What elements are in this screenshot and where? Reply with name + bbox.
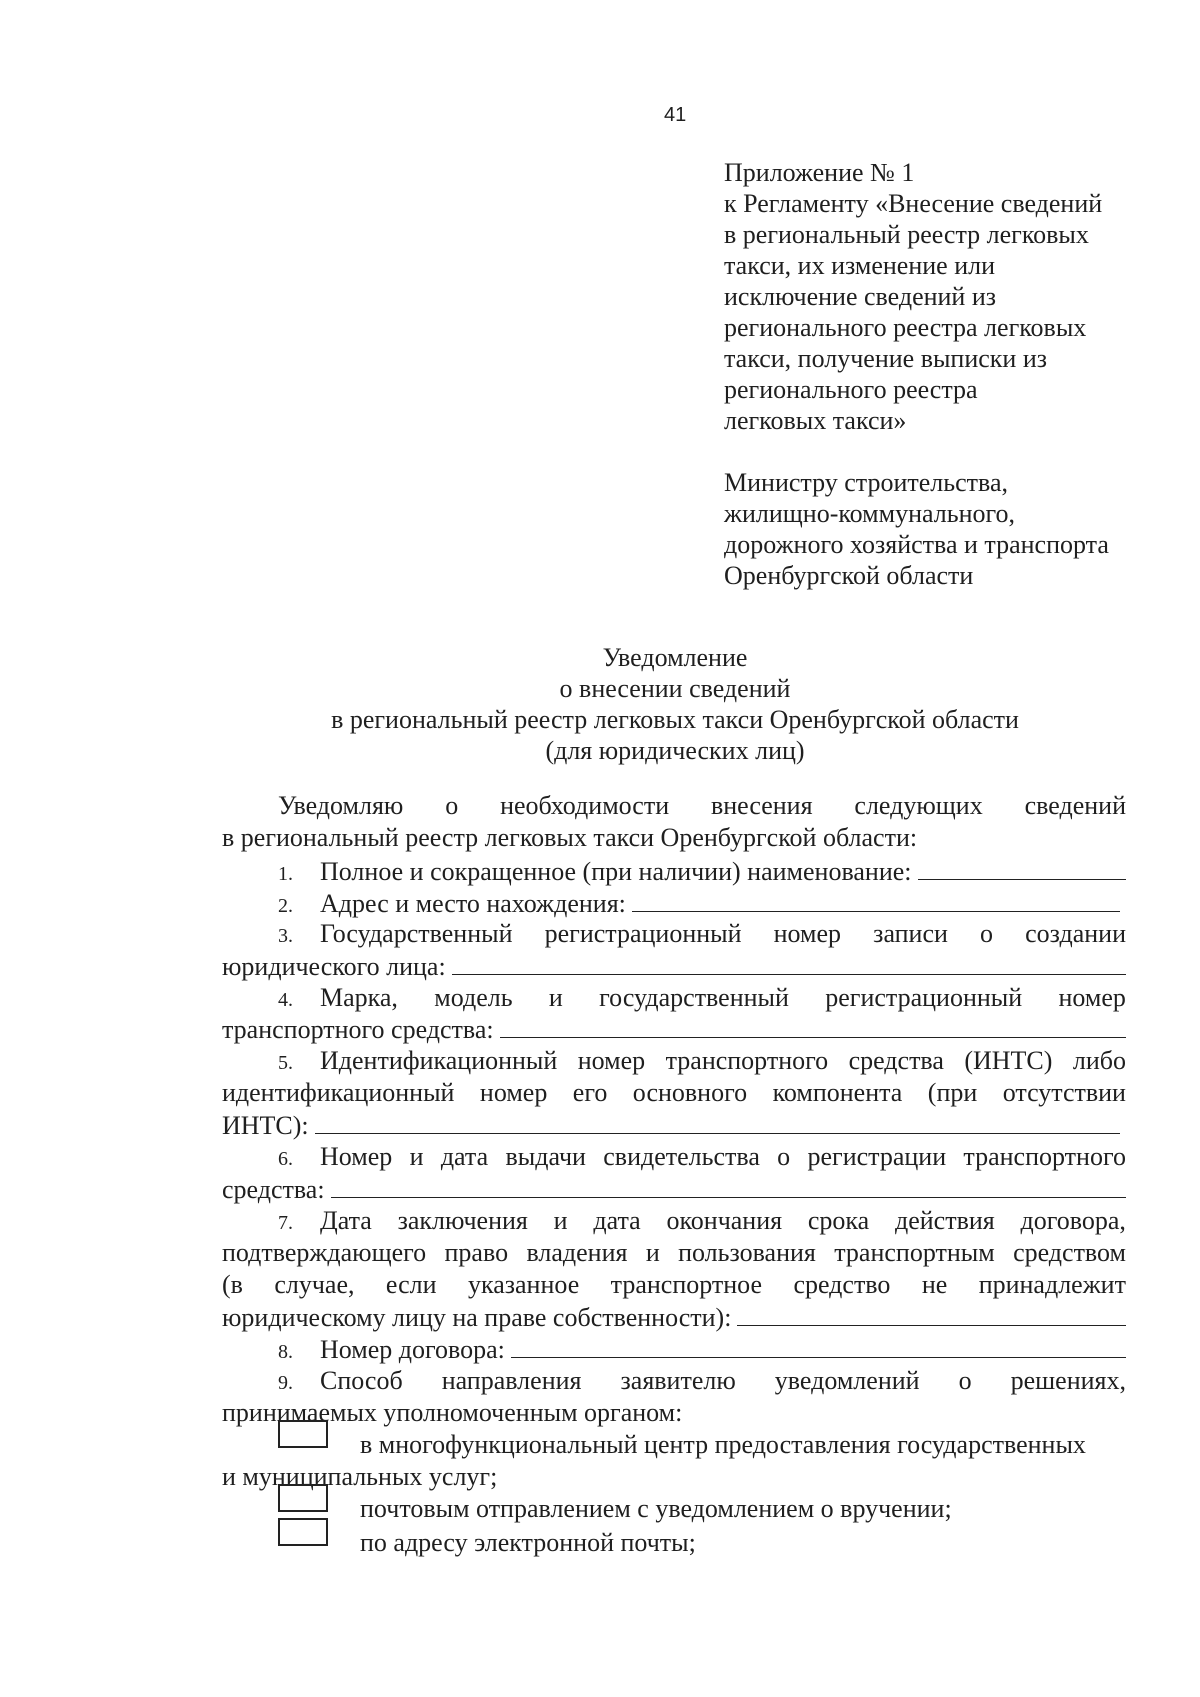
- word: уведомлений: [774, 1366, 920, 1395]
- appendix-line: регионального реестра: [724, 375, 978, 404]
- name-input-line[interactable]: [918, 855, 1126, 880]
- item-label: юридическому лицу на праве собственности):: [222, 1303, 732, 1332]
- word: транспортного: [665, 1046, 829, 1075]
- word: и: [409, 1142, 424, 1171]
- item-number-and-word: [278, 1045, 557, 1079]
- word: о: [980, 919, 994, 948]
- item-label: ИНТС):: [222, 1111, 309, 1140]
- intro-line-2: в региональный реестр легковых такси Оренбургской области:: [222, 823, 918, 852]
- word: Государственный: [320, 919, 513, 948]
- word: Марка,: [320, 983, 398, 1012]
- word: его: [572, 1078, 608, 1107]
- word: идентификационный: [222, 1078, 455, 1107]
- item-5-continuation: [222, 1109, 1120, 1141]
- addressee-line: Оренбургской области: [724, 561, 974, 590]
- word: выдачи: [505, 1142, 586, 1171]
- item-label: Номер договора:: [320, 1335, 505, 1364]
- word: случае,: [274, 1270, 355, 1299]
- intro-line-1: [278, 790, 1126, 821]
- item-6-continuation: [222, 1173, 1126, 1205]
- item-9: [278, 1365, 1126, 1399]
- option-mfc-continuation: и муниципальных услуг;: [222, 1462, 498, 1491]
- email-checkbox[interactable]: [278, 1518, 328, 1546]
- word: подтверждающего: [222, 1238, 427, 1267]
- word: номер: [1058, 983, 1126, 1012]
- word: о: [958, 1366, 972, 1395]
- word: дата: [593, 1206, 641, 1235]
- word: указанное: [467, 1270, 580, 1299]
- certificate-input-line[interactable]: [331, 1173, 1126, 1198]
- item-number-and-word: [278, 918, 513, 952]
- addressee-line: дорожного хозяйства и транспорта: [724, 530, 1109, 559]
- word: направления: [441, 1366, 582, 1395]
- item-number: 7.: [278, 1212, 293, 1234]
- item-number: 3.: [278, 925, 293, 947]
- appendix-line: к Регламенту «Внесение сведений: [724, 189, 1103, 218]
- word: и: [548, 983, 563, 1012]
- registration-record-input-line[interactable]: [452, 950, 1126, 975]
- word: сведений: [1024, 791, 1126, 820]
- addressee-line: жилищно-коммунального,: [724, 499, 1016, 528]
- addressee-line: Министру строительства,: [724, 468, 1008, 497]
- title-line: о внесении сведений: [559, 674, 791, 703]
- vin-input-line[interactable]: [315, 1109, 1120, 1134]
- word: основного: [632, 1078, 748, 1107]
- word: (ИНТС): [964, 1046, 1053, 1075]
- word: срока: [807, 1206, 870, 1235]
- word: Уведомляю: [278, 791, 404, 820]
- word: номер: [577, 1046, 646, 1075]
- word: (при: [927, 1078, 978, 1107]
- word: модель: [434, 983, 513, 1012]
- title-line: Уведомление: [602, 643, 748, 672]
- item-4-continuation: [222, 1013, 1126, 1045]
- item-number: 2.: [278, 895, 293, 917]
- word: Идентификационный: [320, 1046, 558, 1075]
- word: свидетельства: [603, 1142, 760, 1171]
- appendix-line: такси, их изменение или: [724, 251, 996, 280]
- word: (в: [222, 1270, 243, 1299]
- item-number-and-word: [278, 1141, 392, 1175]
- word: действия: [895, 1206, 995, 1235]
- vehicle-input-line[interactable]: [500, 1013, 1126, 1038]
- item-number-and-word: [278, 1365, 403, 1399]
- word: регистрационный: [544, 919, 742, 948]
- word: регистрационный: [825, 983, 1023, 1012]
- item-5-line-2: [222, 1077, 1126, 1108]
- word: Дата: [320, 1206, 372, 1235]
- title-line: (для юридических лиц): [545, 736, 805, 765]
- appendix-line: такси, получение выписки из: [724, 344, 1048, 373]
- item-3: [278, 918, 1126, 952]
- word: заявителю: [620, 1366, 736, 1395]
- appendix-line: в региональный реестр легковых: [724, 220, 1089, 249]
- item-1: [278, 855, 1126, 890]
- address-input-line[interactable]: [632, 887, 1120, 912]
- mfc-checkbox[interactable]: [278, 1420, 328, 1448]
- item-number-and-word: [278, 982, 398, 1016]
- item-label: Адрес и место нахождения:: [320, 889, 626, 918]
- word: либо: [1072, 1046, 1126, 1075]
- item-5: [278, 1045, 1126, 1079]
- word: необходимости: [500, 791, 670, 820]
- word: транспортным: [834, 1238, 995, 1267]
- word: и: [553, 1206, 568, 1235]
- word: внесения: [710, 791, 813, 820]
- item-7: [278, 1205, 1126, 1239]
- item-4: [278, 982, 1126, 1016]
- appendix-line: исключение сведений из: [724, 282, 997, 311]
- item-number: 8.: [278, 1341, 293, 1363]
- item-label: юридического лица:: [222, 952, 446, 981]
- word: о: [445, 791, 459, 820]
- word: номер: [479, 1078, 548, 1107]
- item-label: средства:: [222, 1175, 325, 1204]
- word: транспортное: [610, 1270, 763, 1299]
- word: регистрации: [807, 1142, 947, 1171]
- word: и: [645, 1238, 660, 1267]
- word: следующих: [854, 791, 983, 820]
- item-number: 1.: [278, 863, 293, 885]
- title-line: в региональный реестр легковых такси Оренбургской области: [331, 705, 1019, 734]
- page-number: 41: [664, 104, 687, 126]
- word: компонента: [772, 1078, 903, 1107]
- contract-number-input-line[interactable]: [511, 1333, 1126, 1358]
- word: средство: [793, 1270, 891, 1299]
- word: дата: [440, 1142, 489, 1171]
- item-7-line-3: [222, 1269, 1126, 1300]
- word: транспортного: [963, 1142, 1126, 1171]
- word: средством: [1013, 1238, 1126, 1267]
- word: владения: [526, 1238, 628, 1267]
- item-3-continuation: [222, 950, 1126, 982]
- word: право: [444, 1238, 509, 1267]
- word: создании: [1025, 919, 1126, 948]
- item-number: 4.: [278, 989, 293, 1011]
- item-label: Полное и сокращенное (при наличии) наименование:: [320, 857, 912, 886]
- item-7-continuation: [222, 1301, 1126, 1333]
- item-label: транспортного средства:: [222, 1015, 494, 1044]
- item-8: [278, 1333, 1126, 1368]
- appendix-line: Приложение № 1: [724, 158, 915, 187]
- item-number: 9.: [278, 1372, 293, 1394]
- word: средства: [848, 1046, 944, 1075]
- word: государственный: [599, 983, 789, 1012]
- item-number: 5.: [278, 1052, 293, 1074]
- word: не: [921, 1270, 948, 1299]
- word: принадлежит: [978, 1270, 1126, 1299]
- word: решениях,: [1010, 1366, 1126, 1395]
- item-number-and-word: [278, 1205, 372, 1239]
- item-number: 6.: [278, 1148, 293, 1170]
- word: Способ: [320, 1366, 403, 1395]
- appendix-line: легковых такси»: [724, 406, 907, 435]
- postal-checkbox[interactable]: [278, 1484, 328, 1512]
- item-9-continuation: принимаемых уполномоченным органом:: [222, 1398, 683, 1427]
- option-postal-label: почтовым отправлением с уведомлением о вручении;: [360, 1494, 952, 1523]
- item-6: [278, 1141, 1126, 1175]
- word: записи: [873, 919, 948, 948]
- option-mfc-label: в многофункциональный центр предоставления государственных: [360, 1430, 1086, 1459]
- word: пользования: [678, 1238, 816, 1267]
- word: о: [777, 1142, 791, 1171]
- word: Номер: [320, 1142, 393, 1171]
- appendix-line: регионального реестра легковых: [724, 313, 1087, 342]
- word: договора,: [1020, 1206, 1126, 1235]
- contract-dates-input-line[interactable]: [737, 1301, 1126, 1326]
- word: если: [385, 1270, 437, 1299]
- item-2: [278, 887, 1120, 922]
- option-email-label: по адресу электронной почты;: [360, 1528, 696, 1557]
- word: отсутствии: [1002, 1078, 1126, 1107]
- word: заключения: [397, 1206, 528, 1235]
- item-7-line-2: [222, 1237, 1126, 1268]
- document-title: [200, 642, 1150, 766]
- addressee-block: [724, 467, 1109, 591]
- word: номер: [773, 919, 842, 948]
- word: окончания: [666, 1206, 783, 1235]
- appendix-header: [724, 157, 1102, 436]
